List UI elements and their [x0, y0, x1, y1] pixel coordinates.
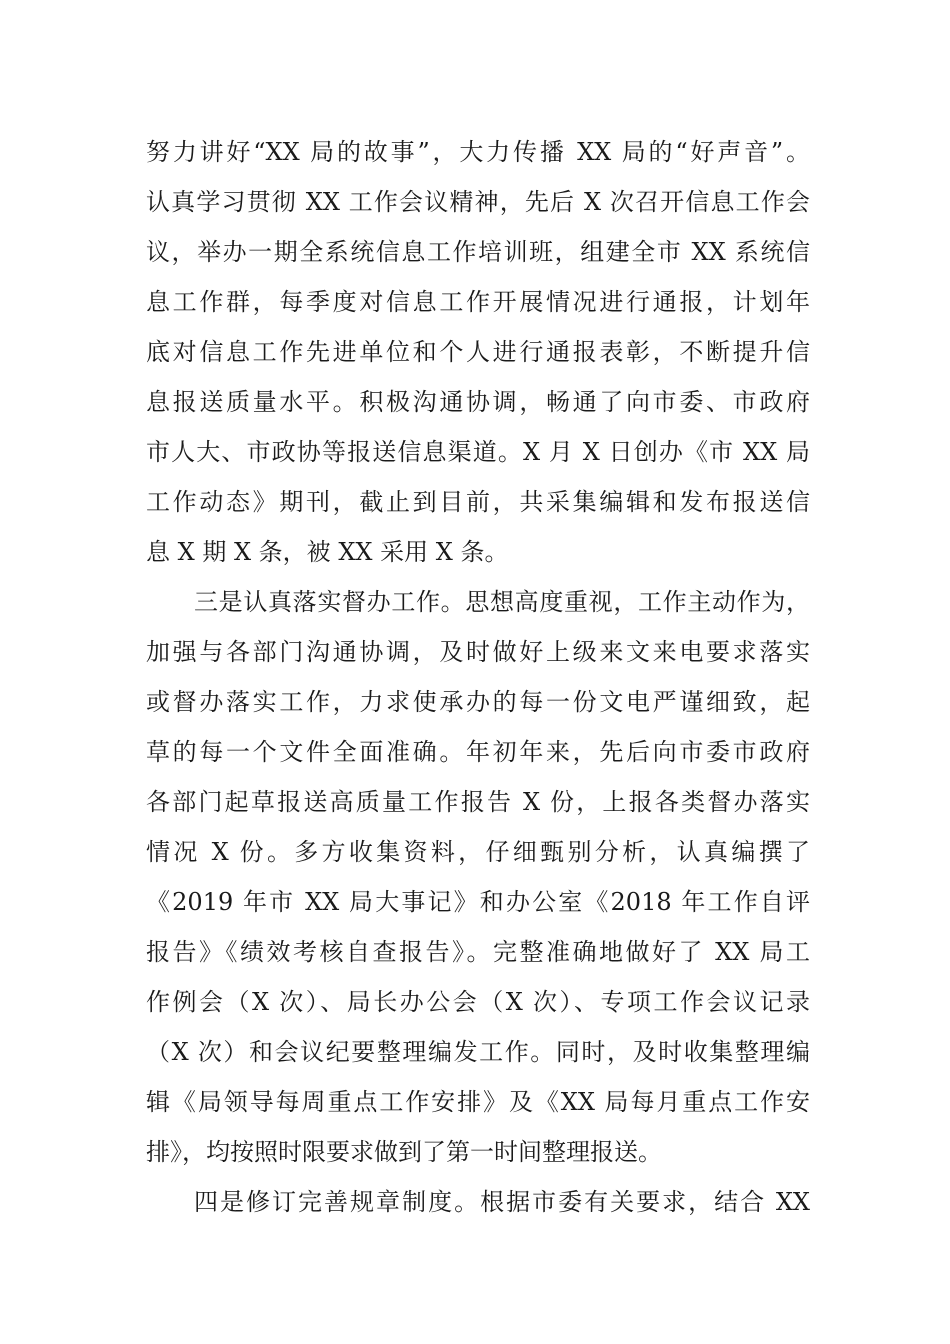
text-line: 认真学习贯彻 XX 工作会议精神，先后 X 次召开信息工作会 — [146, 188, 810, 216]
text-line: 努力讲好“XX 局的故事”，大力传播 XX 局的“好声音”。 — [146, 138, 810, 166]
text-line: 排》，均按照时限要求做到了第一时间整理报送。 — [146, 1138, 662, 1166]
text-line: 《2019 年市 XX 局大事记》和办公室《2018 年工作自评 — [146, 888, 810, 916]
text-line: （X 次）和会议纪要整理编发工作。同时，及时收集整理编 — [146, 1038, 810, 1066]
paragraph-start-line: 四是修订完善规章制度。根据市委有关要求，结合 XX — [194, 1188, 810, 1216]
text-line: 息工作群，每季度对信息工作开展情况进行通报，计划年 — [146, 288, 810, 316]
text-line: 议，举办一期全系统信息工作培训班，组建全市 XX 系统信 — [146, 238, 810, 266]
text-line: 加强与各部门沟通协调，及时做好上级来文来电要求落实 — [146, 638, 810, 666]
text-line: 工作动态》期刊，截止到目前，共采集编辑和发布报送信 — [146, 488, 810, 516]
text-line: 息报送质量水平。积极沟通协调，畅通了向市委、市政府 — [146, 388, 810, 416]
text-line: 息 X 期 X 条，被 XX 采用 X 条。 — [146, 538, 509, 566]
text-line: 或督办落实工作，力求使承办的每一份文电严谨细致，起 — [146, 688, 810, 716]
text-line: 作例会（X 次）、局长办公会（X 次）、专项工作会议记录 — [146, 988, 810, 1016]
text-line: 市人大、市政协等报送信息渠道。X 月 X 日创办《市 XX 局 — [146, 438, 810, 466]
text-line: 底对信息工作先进单位和个人进行通报表彰，不断提升信 — [146, 338, 810, 366]
body-text — [146, 127, 810, 1227]
text-line: 各部门起草报送高质量工作报告 X 份，上报各类督办落实 — [146, 788, 810, 816]
text-line: 报告》《绩效考核自查报告》。完整准确地做好了 XX 局工 — [146, 938, 810, 966]
paragraph-start-line: 三是认真落实督办工作。思想高度重视，工作主动作为， — [194, 588, 810, 616]
text-line: 情况 X 份。多方收集资料，仔细甄别分析，认真编撰了 — [146, 838, 810, 866]
text-line: 辑《局领导每周重点工作安排》及《XX 局每月重点工作安 — [146, 1088, 810, 1116]
text-line: 草的每一个文件全面准确。年初年来，先后向市委市政府 — [146, 738, 810, 766]
